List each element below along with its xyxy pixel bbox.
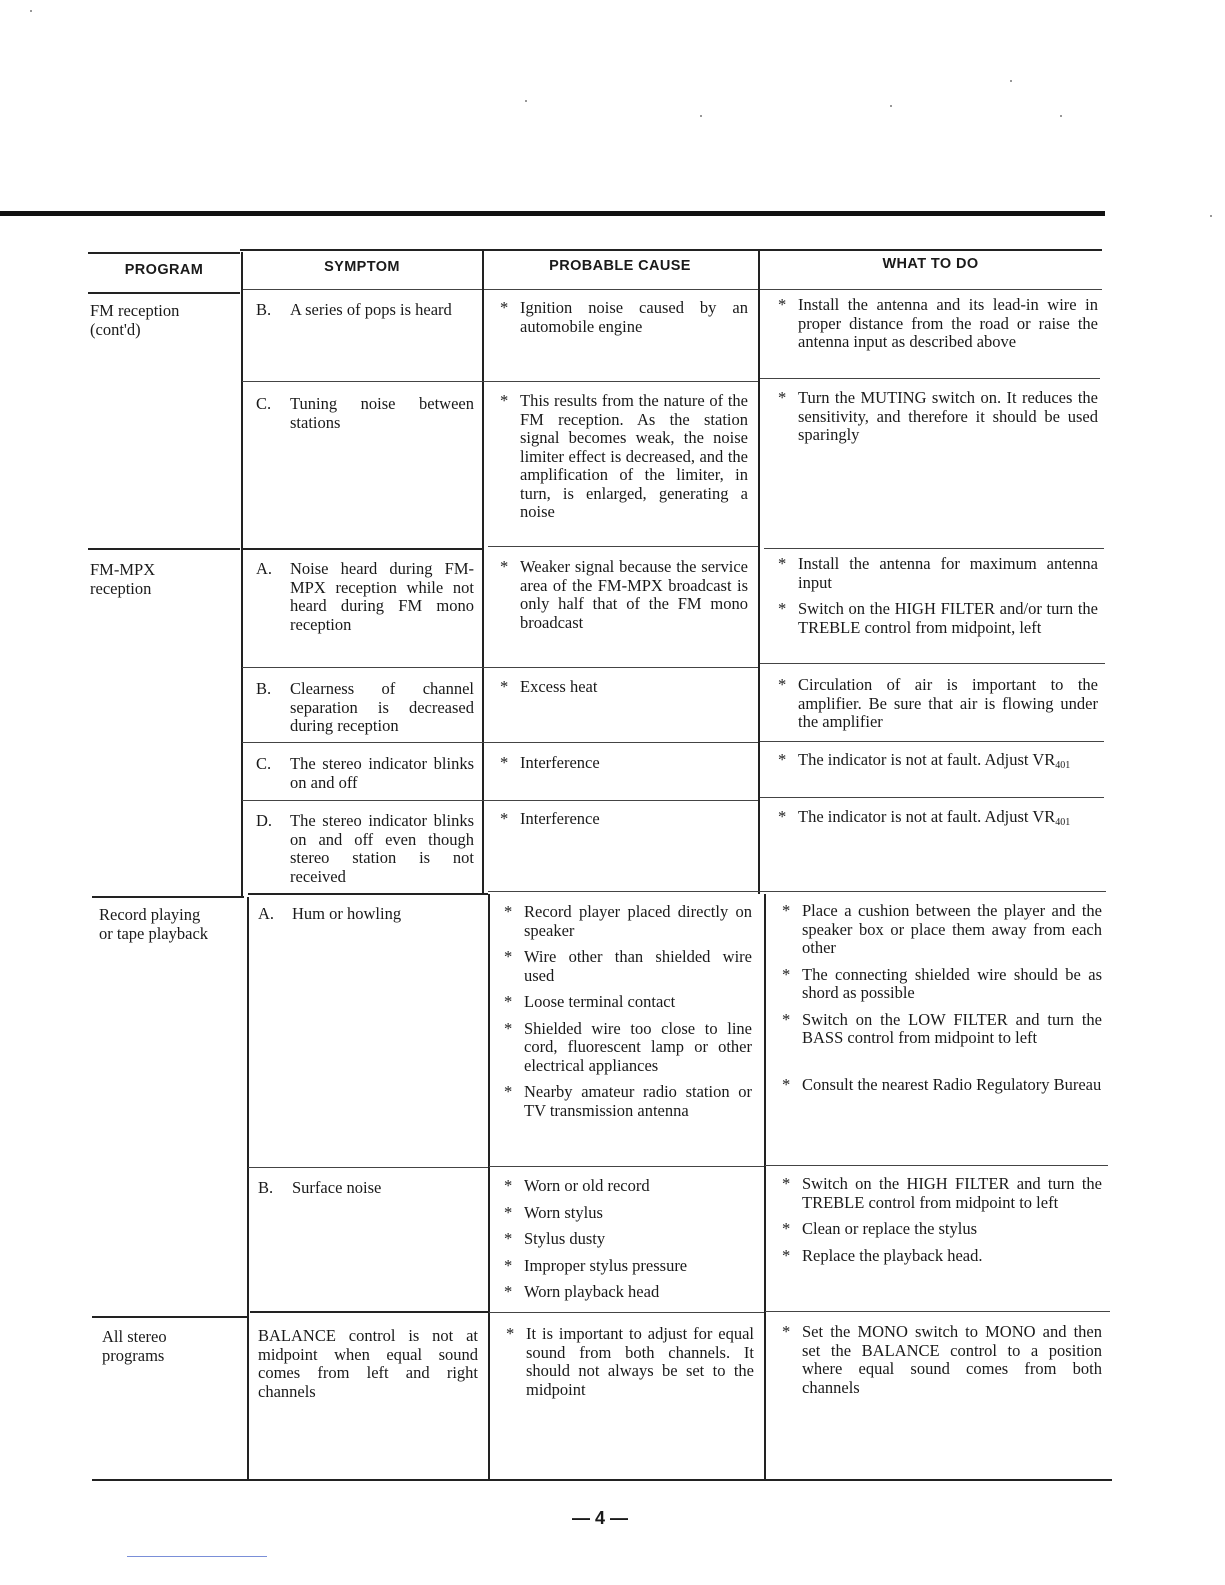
todo-mpx-d [778, 808, 1098, 841]
program-stereo [102, 1328, 167, 1365]
bullet: * [504, 902, 513, 921]
bullet: * [504, 1229, 513, 1248]
cause-mpx-b [500, 678, 748, 705]
todo-fm-b [778, 296, 1098, 360]
scan-speck [525, 100, 527, 102]
bullet: * [782, 964, 791, 984]
cause-item: Nearby amateur radio station or TV transmission antenna [524, 1082, 752, 1120]
todo-item: Install the antenna for maximum antenna input [798, 554, 1098, 592]
bullet: * [500, 753, 509, 772]
symptom-text: Hum or howling [292, 904, 402, 923]
bullet: * [504, 1176, 513, 1195]
bullet: * [778, 750, 787, 769]
bullet: * [778, 554, 787, 573]
row-divider [760, 797, 1104, 798]
row-divider [248, 1167, 488, 1168]
scan-speck [890, 105, 892, 107]
todo-item: Install the antenna and its lead-in wire in proper distance from the road or raise the antenna input as described above [798, 295, 1098, 351]
column-line [247, 897, 249, 1480]
header-line [88, 252, 240, 254]
todo-text: The indicator is not at fault. Adjust VR [798, 750, 1056, 769]
symptom-mpx-d [256, 812, 474, 886]
cause-item: Interference [520, 809, 600, 828]
symptom-text: The stereo indicator blinks on and off even though stereo station is not received [290, 811, 474, 886]
symptom-letter: B. [256, 679, 272, 698]
cause-item: Shielded wire too close to line cord, fluorescent lamp or other electrical appliances [524, 1018, 752, 1075]
program-record [99, 906, 208, 943]
symptom-letter: B. [258, 1178, 274, 1197]
row-divider [250, 1311, 488, 1313]
row-divider [764, 891, 1106, 892]
cause-item: Worn or old record [524, 1176, 650, 1195]
cause-mpx-c [500, 754, 748, 781]
row-divider [248, 893, 488, 895]
todo-item: The connecting shielded wire should be as shord as possible [802, 964, 1102, 1002]
todo-fm-c [778, 389, 1098, 453]
symptom-rec-a [258, 905, 480, 924]
bullet: * [506, 1324, 515, 1343]
cause-mpx-a [500, 558, 748, 640]
row-divider [488, 891, 764, 892]
program-fm-mpx [90, 561, 155, 598]
scan-artifact-line [127, 1556, 267, 1557]
bullet: * [782, 1174, 791, 1193]
todo-item: Switch on the HIGH FILTER and turn the TREBLE control from midpoint to left [802, 1174, 1102, 1212]
row-divider [242, 381, 758, 382]
bullet: * [778, 295, 787, 314]
column-line [488, 894, 490, 1480]
column-line [764, 894, 766, 1480]
cause-item: Ignition noise caused by an automobile engine [520, 298, 748, 336]
bullet: * [504, 1082, 513, 1101]
row-line [242, 289, 1102, 290]
cause-item: Interference [520, 753, 600, 772]
symptom-text: Surface noise [292, 1178, 382, 1197]
row-divider [242, 548, 482, 550]
todo-subscript: 401 [1055, 817, 1071, 828]
todo-mpx-b [778, 676, 1098, 740]
cause-item: Worn stylus [524, 1202, 603, 1222]
todo-item: Clean or replace the stylus [802, 1219, 978, 1238]
todo-item: Consult the nearest Radio Regulatory Bureau [802, 1074, 1102, 1094]
row-divider [242, 742, 758, 743]
program-line: All stereo [102, 1327, 167, 1346]
bullet: * [500, 298, 509, 317]
row-divider [760, 378, 1100, 379]
scan-speck [30, 10, 32, 12]
cause-item: Weaker signal because the service area of the FM-MPX broadcast is only half that of the FM mono broadcast [520, 557, 748, 632]
program-divider [92, 896, 244, 898]
top-rule [0, 211, 1105, 216]
bullet: * [500, 391, 509, 410]
program-line: programs [102, 1345, 165, 1365]
bullet: * [500, 809, 509, 828]
header-program: PROGRAM [124, 262, 204, 278]
cause-item: It is important to adjust for equal sound from both channels. It should not always be set to the midpoint [526, 1324, 754, 1399]
bullet: * [500, 677, 509, 696]
todo-item: Circulation of air is important to the amplifier. Be sure that air is flowing under the amplifier [798, 675, 1098, 731]
bullet: * [504, 1202, 513, 1222]
bullet: * [782, 1009, 791, 1029]
cause-item: Wire other than shielded wire used [524, 947, 752, 985]
header-symptom: SYMPTOM [324, 259, 400, 275]
symptom-mpx-a [256, 560, 474, 634]
bullet: * [504, 1018, 513, 1038]
todo-stereo [782, 1323, 1102, 1405]
cause-item: Improper stylus pressure [524, 1255, 688, 1275]
symptom-fm-c [256, 395, 474, 432]
symptom-text: Tuning noise between stations [290, 394, 474, 432]
bullet: * [778, 388, 787, 407]
todo-text: The indicator is not at fault. Adjust VR [798, 807, 1056, 826]
symptom-letter: A. [256, 559, 273, 578]
bullet: * [504, 1255, 513, 1275]
row-divider [765, 1165, 1108, 1166]
program-divider [88, 548, 240, 550]
program-divider [92, 1316, 247, 1318]
symptom-text: The stereo indicator blinks on and off [290, 754, 474, 792]
bullet: * [782, 1074, 791, 1094]
todo-rec-b [782, 1175, 1102, 1273]
scan-speck [700, 115, 702, 117]
todo-item [798, 808, 1098, 833]
bullet: * [778, 599, 787, 618]
bullet: * [504, 1282, 513, 1301]
symptom-letter: D. [256, 811, 273, 830]
todo-item: Set the MONO switch to MONO and then set the BALANCE control to a position where equal sound comes from both channels [802, 1322, 1102, 1397]
row-divider [760, 741, 1104, 742]
symptom-mpx-c [256, 755, 474, 792]
column-line [482, 249, 484, 894]
cause-stereo [506, 1325, 754, 1407]
scan-speck [1060, 115, 1062, 117]
page-number: — 4 — [571, 1508, 628, 1528]
row-divider [488, 546, 758, 547]
bullet: * [500, 557, 509, 576]
symptom-letter: C. [256, 394, 272, 413]
symptom-letter: A. [258, 904, 275, 923]
header-todo: WHAT TO DO [882, 256, 979, 272]
row-divider [242, 667, 758, 668]
bullet: * [504, 992, 513, 1011]
bullet: * [778, 675, 787, 694]
row-line [88, 292, 240, 294]
todo-subscript: 401 [1055, 760, 1071, 771]
todo-item: Place a cushion between the player and the speaker box or place them away from each other [802, 901, 1102, 957]
todo-item: Switch on the LOW FILTER and turn the BASS control from midpoint to left [802, 1009, 1102, 1047]
program-line: FM reception [90, 301, 180, 320]
row-divider [242, 800, 758, 801]
cause-item: Worn playback head [524, 1282, 660, 1301]
cause-rec-b [504, 1177, 752, 1310]
row-divider [489, 1166, 764, 1167]
symptom-text: Noise heard during FM-MPX reception while not heard during FM mono reception [290, 559, 474, 634]
todo-mpx-c [778, 751, 1098, 784]
cause-rec-a [504, 903, 752, 1128]
program-line: FM-MPX [90, 560, 156, 579]
program-line: (cont'd) [90, 319, 141, 339]
bottom-line [92, 1479, 1112, 1481]
row-divider [489, 1312, 764, 1313]
program-line: reception [90, 578, 152, 598]
todo-item: Turn the MUTING switch on. It reduces the sensitivity, and therefore it should be used sparingly [798, 388, 1098, 444]
cause-fm-c [500, 392, 748, 530]
todo-item: Switch on the HIGH FILTER and/or turn the TREBLE control from midpoint, left [798, 599, 1098, 637]
symptom-letter: C. [256, 754, 272, 773]
header-cause: PROBABLE CAUSE [549, 258, 691, 274]
todo-item [798, 751, 1098, 776]
bullet: * [782, 1219, 791, 1238]
bullet: * [782, 901, 791, 920]
symptom-mpx-b [256, 680, 474, 736]
scan-speck [1010, 80, 1012, 82]
symptom-text: Clearness of channel separation is decreased during reception [290, 679, 474, 735]
cause-item: Excess heat [520, 677, 598, 696]
symptom-fm-b [256, 301, 474, 320]
row-divider [760, 663, 1105, 664]
symptom-text: A series of pops is heard [290, 300, 452, 319]
bullet: * [782, 1322, 791, 1341]
cause-item: Stylus dusty [524, 1229, 606, 1248]
cause-item: Record player placed directly on speaker [524, 902, 752, 940]
todo-rec-a [782, 902, 1102, 1102]
row-divider [765, 1311, 1110, 1312]
cause-item: This results from the nature of the FM reception. As the station signal becomes weak, the noise limiter effect is decreased, and the amplification of the limiter, in turn, is enlarged, generating a noise [520, 391, 748, 521]
symptom-stereo: BALANCE control is not at midpoint when equal sound comes from left and right channels [258, 1326, 478, 1401]
bullet: * [782, 1245, 791, 1265]
symptom-letter: B. [256, 300, 272, 319]
row-divider [764, 548, 1104, 549]
header-line [240, 249, 1102, 251]
bullet: * [504, 947, 513, 966]
cause-fm-b [500, 299, 748, 344]
scan-speck [1210, 215, 1212, 217]
todo-item: Replace the playback head. [802, 1245, 983, 1265]
symptom-rec-b [258, 1179, 480, 1198]
program-line: or tape playback [99, 923, 209, 943]
bullet: * [778, 807, 787, 826]
todo-mpx-a [778, 555, 1098, 645]
cause-item: Loose terminal contact [524, 992, 676, 1011]
program-line: Record playing [99, 905, 201, 924]
cause-mpx-d [500, 810, 748, 837]
program-fm [90, 302, 179, 339]
